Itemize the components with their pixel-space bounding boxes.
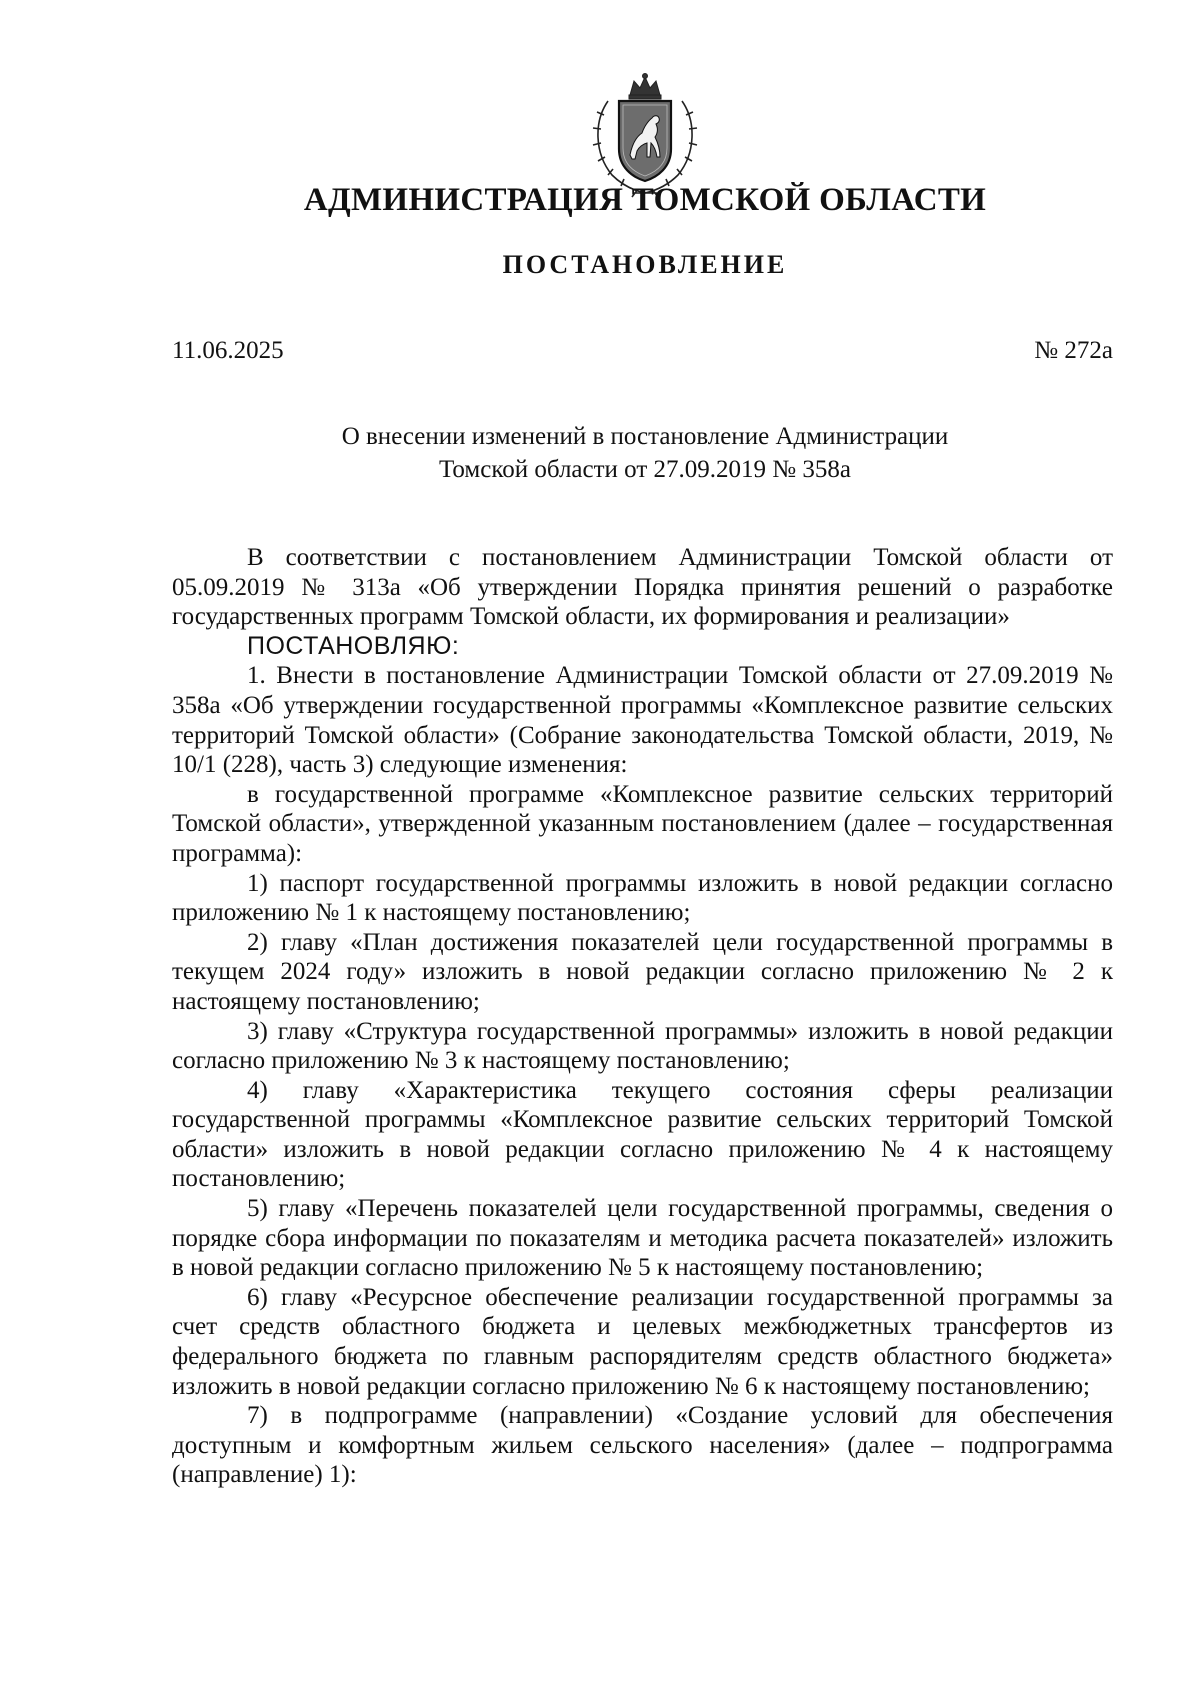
document-number: № 272а (1034, 337, 1113, 364)
organization-title: АДМИНИСТРАЦИЯ ТОМСКОЙ ОБЛАСТИ (303, 182, 987, 218)
subject-line-2: Томской области от 27.09.2019 № 358а (439, 456, 851, 483)
paragraph-item-1: 1. Внести в постановление Администрации Томской области от 27.09.2019 № 358а «Об утверждении государственной программы «Комплексное развитие сельских территорий Томской области» (Собрание законодательства Томской области, 2019, № 10/1 (228), часть 3) следующие изменения: (172, 662, 1113, 779)
paragraph-subitem-1: 1) паспорт государственной программы изложить в новой редакции согласно приложению № 1 к настоящему постановлению; (172, 869, 1113, 927)
paragraph-decree: ПОСТАНОВЛЯЮ: (247, 631, 460, 660)
paragraph-subitem-6: 6) главу «Ресурсное обеспечение реализации государственной программы за счет средств областного бюджета и целевых межбюджетных трансфертов из федерального бюджета по главным распорядителям средств областного бюджета» изложить в новой редакции согласно приложению № 6 к настоящему постановлению; (172, 1283, 1113, 1400)
document-date: 11.06.2025 (172, 337, 284, 364)
coat-of-arms-emblem (586, 71, 704, 199)
document-body (172, 543, 1113, 1490)
paragraph-subitem-2: 2) главу «План достижения показателей цели государственной программы в текущем 2024 году» изложить в новой редакции согласно приложению № 2 к настоящему постановлению; (172, 928, 1113, 1015)
subject-line-1: О внесении изменений в постановление Администрации (341, 423, 949, 450)
document-type-title: ПОСТАНОВЛЕНИЕ (502, 250, 788, 279)
paragraph-preamble: В соответствии с постановлением Администрации Томской области от 05.09.2019 № 313а «Об утверждении Порядка принятия решений о разработке государственных программ Томской области, их формирования и реализации» (172, 544, 1113, 631)
paragraph-subitem-5: 5) главу «Перечень показателей цели государственной программы, сведения о порядке сбора информации по показателям и методика расчета показателей» изложить в новой редакции согласно приложению № 5 к настоящему постановлению; (172, 1195, 1113, 1282)
paragraph-intro: в государственной программе «Комплексное развитие сельских территорий Томской области», утвержденной указанным постановлением (далее – государственная программа): (172, 780, 1113, 867)
paragraph-subitem-7: 7) в подпрограмме (направлении) «Создание условий для обеспечения доступным и комфортным жильем сельского населения» (далее – подпрограмма (направление) 1): (172, 1402, 1113, 1489)
document-subject (200, 420, 1090, 486)
paragraph-subitem-4: 4) главу «Характеристика текущего состояния сферы реализации государственной программы «Комплексное развитие сельских территорий Томской области» изложить в новой редакции согласно приложению № 4 к настоящему постановлению; (172, 1076, 1113, 1193)
paragraph-subitem-3: 3) главу «Структура государственной программы» изложить в новой редакции согласно приложению № 3 к настоящему постановлению; (172, 1017, 1113, 1075)
